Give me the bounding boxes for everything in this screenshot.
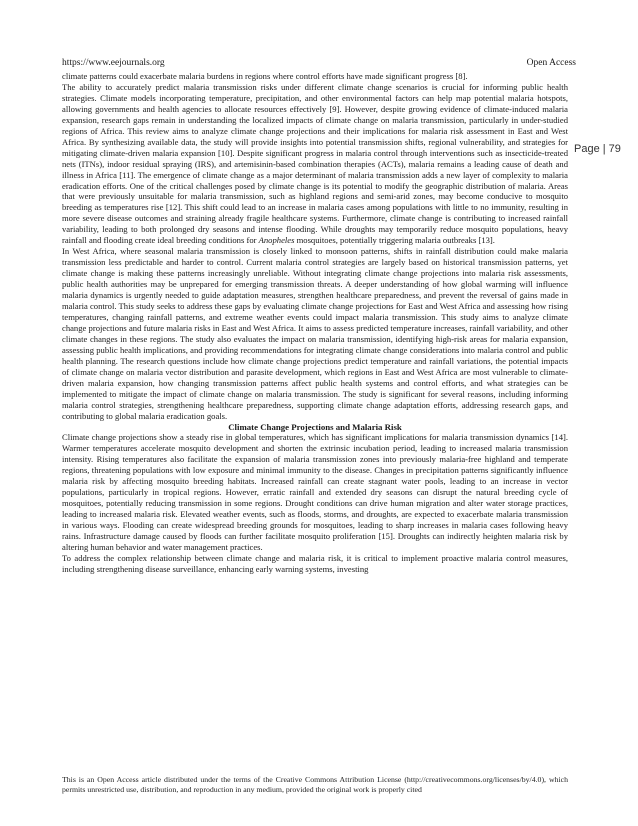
- open-access-label: Open Access: [526, 58, 576, 68]
- page-number: Page | 79: [574, 143, 621, 155]
- paragraph-text: mosquitoes, potentially triggering malaria outbreaks [13].: [294, 235, 495, 246]
- journal-url[interactable]: https://www.eejournals.org: [62, 58, 165, 68]
- section-heading: Climate Change Projections and Malaria Risk: [228, 421, 402, 432]
- license-footer: This is an Open Access article distributed under the terms of the Creative Commons Attribution License (http://creativecommons.org/licenses/by/4.0), which permits unrestricted use, distribution, and reproduction in any medium, provided the original work is properly cited: [62, 775, 568, 794]
- paragraph: Climate change projections show a steady rise in global temperatures, which has significant implications for malaria transmission dynamics [14]. Warmer temperatures accelerate mosquito development and shorten the extrinsic incubation period, leading to increased malaria transmission intensity. Rising temperatures also facilitate the expansion of malaria transmission zones into previously malaria-free highland and temperate regions, threatening populations with low exposure and minimal immunity to the disease. Changes in precipitation patterns significantly influence malaria risk by affecting mosquito breeding habitats. Increased rainfall can create stagnant water pools, leading to an increase in vector populations, particularly in tropical regions. However, erratic rainfall and extended dry seasons can disrupt the natural breeding cycle of mosquitoes, potentially reducing transmission in some regions. Drought conditions can drive human migration and alter water storage practices, leading to increased malaria risk. Elevated weather events, such as floods, storms, and droughts, are expected to exacerbate malaria transmission in various ways. Flooding can create widespread breeding grounds for mosquitoes, leading to sharp increases in malaria cases following heavy rains. Infrastructure damage caused by floods can further facilitate mosquito proliferation [15]. Droughts can indirectly heighten malaria risk by altering human behavior and water management practices.: [62, 432, 568, 552]
- species-name: Anopheles: [258, 235, 295, 246]
- page-header: [62, 57, 576, 69]
- paragraph: climate patterns could exacerbate malaria burdens in regions where control efforts have made significant progress [8].: [62, 71, 468, 81]
- paragraph: In West Africa, where seasonal malaria transmission is closely linked to monsoon patterns, shifts in rainfall distribution could make malaria transmission less predictable and harder to control. Current malaria control strategies are largely based on historical transmission patterns, yet climate change is making these patterns increasingly unreliable. Without integrating climate change projections into malaria risk assessments, public health authorities may be unprepared for emerging transmission threats. A deeper understanding of how global warming will influence malaria dynamics is urgently needed to guide adaptation measures, strengthen healthcare preparedness, and prevent the reversal of gains made in malaria control. This study seeks to address these gaps by evaluating climate change projections for East and West Africa and assessing how rising temperatures, changing rainfall patterns, and extreme weather events could impact malaria transmission. This study aims to analyze climate change projections and future malaria risks in East and West Africa. It aims to assess predicted temperature increases, rainfall variability, and other climate changes in these regions. The study also evaluates the impact on malaria transmission, identifying high-risk areas for malaria expansion, assessing public health implications, and providing recommendations for integrating climate change considerations into malaria control and public health planning. The research questions include how climate change projections predict temperature and rainfall variations, the potential impacts of climate change on malaria vector distribution and parasite development, which regions in East and West Africa are most vulnerable to climate-driven malaria expansion, how changing transmission patterns affect public health systems and control efforts, and what strategies can be implemented to mitigate the impact of climate change on malaria transmission. The study is significant for several reasons, including informing malaria control strategies, strengthening healthcare preparedness, supporting climate change adaptation efforts, addressing research gaps, and contributing to global malaria eradication goals.: [62, 246, 568, 421]
- article-body: [62, 71, 568, 756]
- paragraph: To address the complex relationship between climate change and malaria risk, it is critical to implement proactive malaria control measures, including strengthening disease surveillance, enhancing early warning systems, investing: [62, 552, 568, 574]
- paragraph: [62, 82, 568, 246]
- paragraph-text: The ability to accurately predict malaria transmission risks under different climate change scenarios is crucial for informing public health strategies. Climate models incorporating temperature, precipitation, and other environmental factors can help map potential malaria hotspots, allowing governments and health agencies to allocate resources effectively [9]. However, despite growing evidence of climate-induced malaria expansion, research gaps remain in understanding the localized impacts of climate change on malaria transmission, particularly in under-studied regions of Africa. This review aims to analyze climate change projections and their implications for malaria risk assessment in East and West Africa. By synthesizing available data, the study will provide insights into potential transmission shifts, regional vulnerability, and strategies for mitigating climate-driven malaria expansion [10]. Despite significant progress in malaria control through interventions such as insecticide-treated nets (ITNs), indoor residual spraying (IRS), and artemisinin-based combination therapies (ACTs), malaria remains a leading cause of death and illness in Africa [11]. The emergence of climate change as a major determinant of malaria transmission adds a new layer of complexity to malaria eradication efforts. One of the critical challenges posed by climate change is its potential to modify the geographic distribution of malaria. Areas that were previously unsuitable for malaria transmission, such as highland regions and semi-arid zones, may become conducive to mosquito breeding as temperatures rise [12]. This shift could lead to an increase in malaria cases among populations with little to no immunity, resulting in more severe disease outcomes and straining already fragile healthcare systems. Furthermore, climate change is contributing to increased rainfall variability, leading to both prolonged dry seasons and intense flooding. While droughts may temporarily reduce mosquito populations, heavy rainfall and flooding create ideal breeding conditions for: [62, 81, 568, 246]
